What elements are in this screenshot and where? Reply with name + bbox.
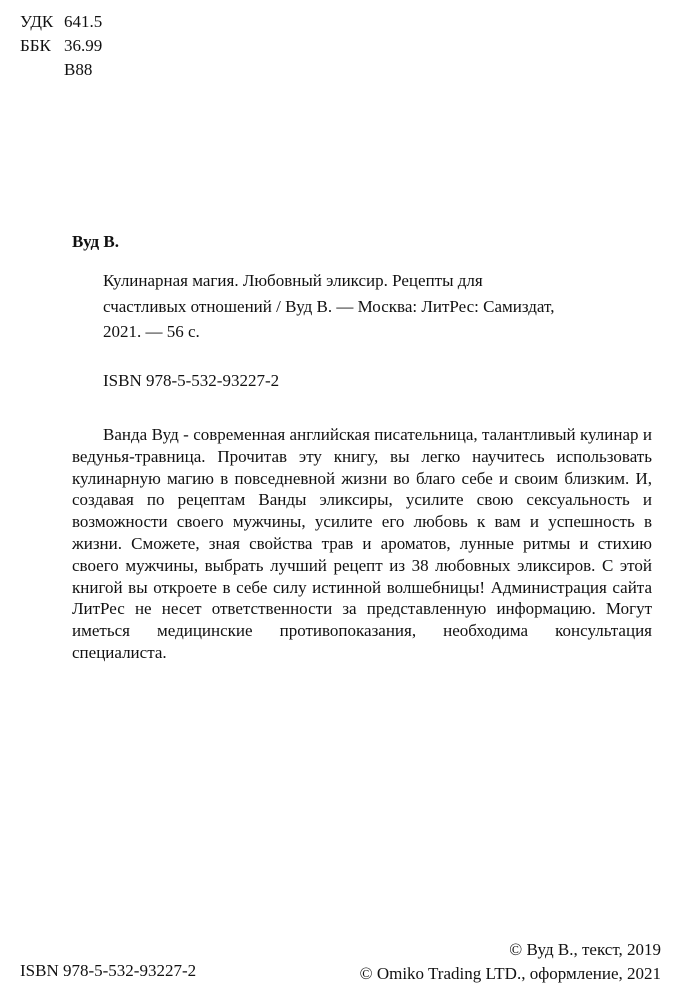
author-sign-row bbox=[20, 58, 102, 82]
isbn-main: ISBN 978-5-532-93227-2 bbox=[103, 371, 280, 390]
classification-block bbox=[20, 10, 102, 82]
author-sign: В88 bbox=[64, 60, 93, 79]
bibliographic-entry bbox=[72, 268, 637, 345]
copyright-text: © Вуд В., текст, 2019 bbox=[509, 940, 661, 959]
bib-title-line: Кулинарная магия. Любовный эликсир. Рецепты для bbox=[103, 271, 483, 290]
udk-row bbox=[20, 10, 102, 34]
bbk-row bbox=[20, 34, 102, 58]
bib-year-pages-line: 2021. — 56 с. bbox=[103, 322, 200, 341]
bbk-value: 36.99 bbox=[64, 36, 103, 55]
udk-label: УДК bbox=[20, 12, 54, 31]
bib-responsibility-line: счастливых отношений / Вуд В. — Москва: ЛитРес: Самиздат, bbox=[103, 296, 555, 316]
copyright-design: © Omiko Trading LTD., оформление, 2021 bbox=[359, 964, 661, 983]
annotation-paragraph: Ванда Вуд - современная английская писательница, талантливый кулинар и ведунья-травница. Прочитав эту книгу, вы легко научитесь использовать кулинарную магию в повседневной жизни во благо себе и своим близким. И, создавая по рецептам Ванды эликсиры, усилите свою сексуальность и возможности своего мужчины, усилите его любовь к вам и успешность в жизни. Сможете, зная свойства трав и ароматов, лунные ритмы и стихию своего мужчины, выбрать лучший рецепт из 38 любовных эликсиров. С этой книгой вы откроете в себе силу истинной волшебницы! Администрация сайта ЛитРес не несет ответственности за представленную информацию. Могут иметься медицинские противопоказания, необходима консультация специалиста. bbox=[72, 425, 652, 662]
udk-value: 641.5 bbox=[64, 12, 103, 31]
footer-isbn: ISBN 978-5-532-93227-2 bbox=[20, 961, 197, 980]
bbk-label: ББК bbox=[20, 36, 51, 55]
author-heading: Вуд В. bbox=[72, 232, 119, 251]
copyright-block bbox=[360, 938, 661, 986]
